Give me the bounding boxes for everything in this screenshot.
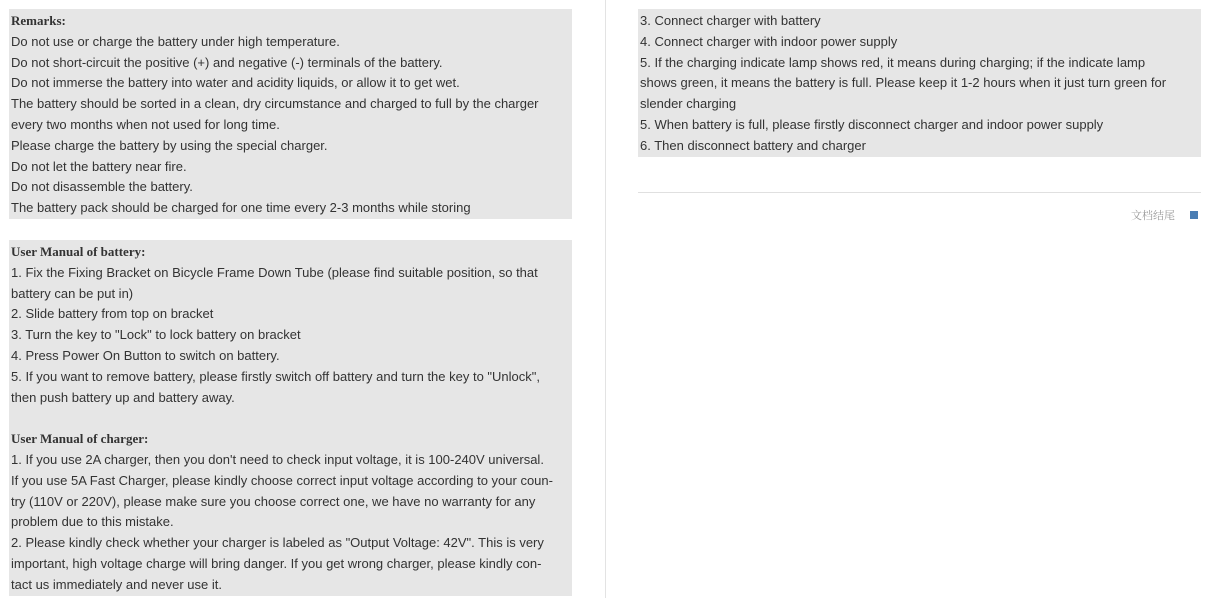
remarks-line: Please charge the battery by using the special charger. <box>11 137 328 153</box>
remarks-line: The battery pack should be charged for one time every 2-3 months while storing <box>11 200 471 216</box>
charger-manual-line: try (110V or 220V), please make sure you choose correct one, we have no warranty for any <box>11 493 536 509</box>
charging-step-line: 6. Then disconnect battery and charger <box>640 137 866 153</box>
spacer <box>11 408 570 429</box>
document-end-label: 文档结尾 <box>1131 210 1175 222</box>
remarks-line: Do not use or charge the battery under high temperature. <box>11 33 340 49</box>
battery-manual-line: battery can be put in) <box>11 285 134 301</box>
remarks-line: Do not let the battery near fire. <box>11 158 187 174</box>
battery-manual-line: 1. Fix the Fixing Bracket on Bicycle Frame Down Tube (please find suitable position, so that <box>11 264 538 280</box>
charger-manual-line: tact us immediately and never use it. <box>11 576 222 592</box>
remarks-heading: Remarks: <box>11 13 66 28</box>
charging-step-line: slender charging <box>640 96 737 112</box>
charging-step-line: 4. Connect charger with indoor power supply <box>640 33 898 49</box>
end-divider <box>638 192 1201 193</box>
charging-step-line: 3. Connect charger with battery <box>640 13 821 28</box>
remarks-line: Do not disassemble the battery. <box>11 179 193 195</box>
charger-manual-line: problem due to this mistake. <box>11 514 174 530</box>
remarks-line: Do not short-circuit the positive (+) and negative (-) terminals of the battery. <box>11 54 443 70</box>
remarks-block <box>9 9 572 219</box>
charger-manual-line: 2. Please kindly check whether your charger is labeled as "Output Voltage: 42V". This is very <box>11 535 544 551</box>
battery-manual-heading: User Manual of battery: <box>11 243 146 259</box>
charger-manual-heading: User Manual of charger: <box>11 431 149 447</box>
column-divider <box>605 0 606 598</box>
charger-manual-line: 1. If you use 2A charger, then you don't need to check input voltage, it is 100-240V universal. <box>11 451 544 467</box>
battery-manual-line: then push battery up and battery away. <box>11 389 235 405</box>
battery-manual-line: 3. Turn the key to "Lock" to lock battery on bracket <box>11 327 301 343</box>
left-column <box>9 9 572 596</box>
charging-step-line: 5. When battery is full, please firstly disconnect charger and indoor power supply <box>640 116 1104 132</box>
end-marker-icon <box>1190 211 1198 219</box>
right-column <box>638 9 1201 157</box>
charging-step-line: 5. If the charging indicate lamp shows red, it means during charging; if the indicate lamp <box>640 54 1146 70</box>
manual-block <box>9 240 572 596</box>
charging-steps-block <box>638 9 1201 157</box>
remarks-line: The battery should be sorted in a clean, dry circumstance and charged to full by the charger <box>11 96 539 112</box>
battery-manual-line: 5. If you want to remove battery, please firstly switch off battery and turn the key to "Unlock", <box>11 368 540 384</box>
remarks-line: every two months when not used for long time. <box>11 116 280 132</box>
battery-manual-line: 2. Slide battery from top on bracket <box>11 306 214 322</box>
charging-step-line: shows green, it means the battery is full. Please keep it 1-2 hours when it just turn green for <box>640 75 1167 91</box>
battery-manual-line: 4. Press Power On Button to switch on battery. <box>11 347 280 363</box>
remarks-line: Do not immerse the battery into water and acidity liquids, or allow it to get wet. <box>11 75 460 91</box>
charger-manual-line: important, high voltage charge will bring danger. If you get wrong charger, please kindly con- <box>11 555 542 571</box>
charger-manual-line: If you use 5A Fast Charger, please kindly choose correct input voltage according to your coun- <box>11 472 553 488</box>
